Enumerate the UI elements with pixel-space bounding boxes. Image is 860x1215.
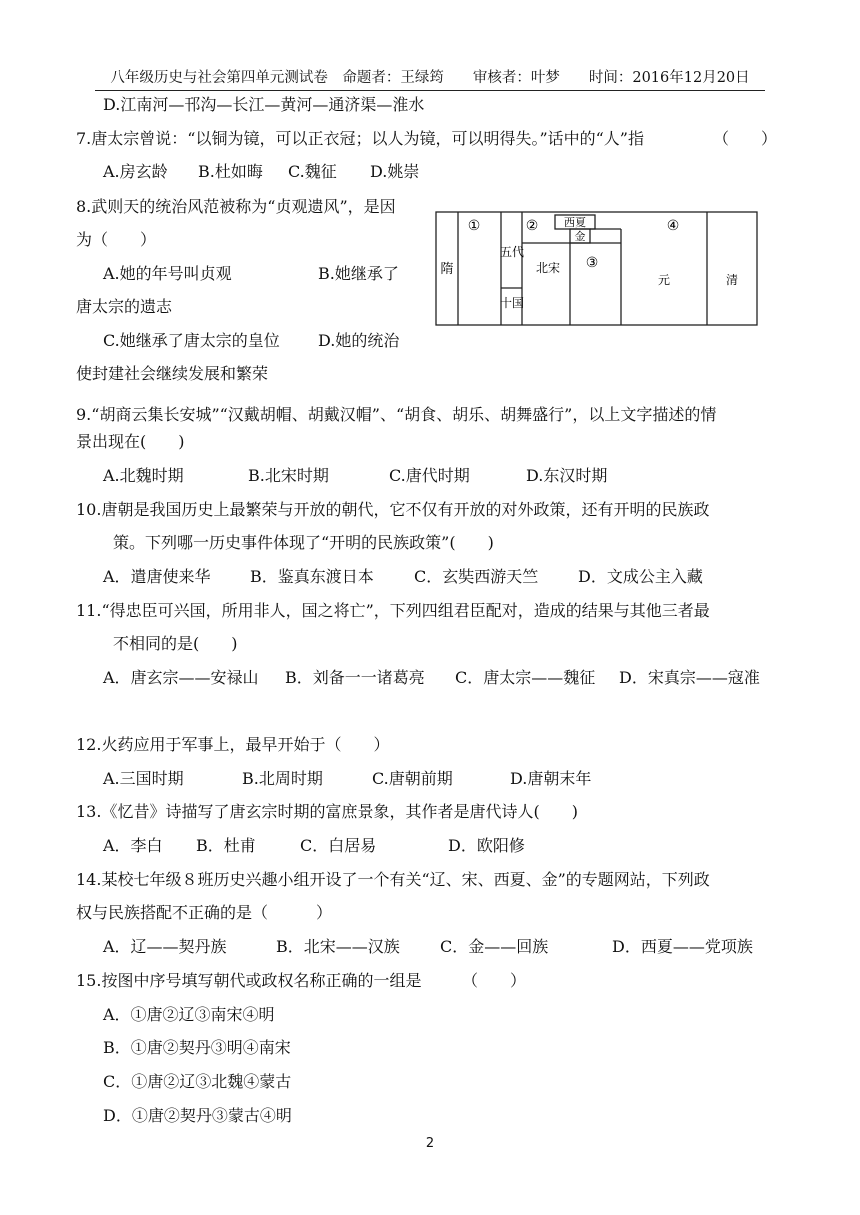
diagram-label-wudai: 五代 bbox=[499, 245, 525, 259]
q7-option-b: B.杜如晦 bbox=[198, 162, 263, 181]
q10-option-c: C．玄奘西游天竺 bbox=[414, 567, 539, 586]
q8-option-d-cont: 使封建社会继续发展和繁荣 bbox=[76, 364, 269, 383]
diagram-label-beisong: 北宋 bbox=[535, 261, 561, 275]
q12-option-c: C.唐朝前期 bbox=[372, 769, 453, 788]
q7-stem: 7.唐太宗曾说：“以铜为镜，可以正衣冠；以人为镜，可以明得失。”话中的“人”指 bbox=[76, 129, 644, 148]
q8-option-b: B.她继承了 bbox=[318, 264, 399, 283]
diagram-label-shiguo: 十国 bbox=[499, 296, 525, 310]
q7-option-a: A.房玄龄 bbox=[103, 162, 168, 181]
diagram-label-yuan: 元 bbox=[657, 273, 671, 287]
diagram-label-4: ④ bbox=[666, 218, 680, 234]
q12-option-d: D.唐朝末年 bbox=[510, 769, 592, 788]
q10-option-b: B．鉴真东渡日本 bbox=[250, 567, 374, 586]
q15-stem: 15.按图中序号填写朝代或政权名称正确的一组是 bbox=[76, 971, 422, 990]
q10-option-d: D．文成公主入藏 bbox=[578, 567, 703, 586]
q10-stem-line1: 10.唐朝是我国历史上最繁荣与开放的朝代，它不仅有开放的对外政策，还有开明的民族政 bbox=[76, 500, 710, 519]
q14-option-a: A．辽——契丹族 bbox=[103, 937, 227, 956]
q12-option-b: B.北周时期 bbox=[242, 769, 323, 788]
diagram-label-qing: 清 bbox=[725, 273, 739, 287]
q7-answer-paren: （ ） bbox=[713, 129, 778, 148]
q9-stem-line1: 9.“胡商云集长安城”“汉戴胡帽、胡戴汉帽”、“胡食、胡乐、胡舞盛行”，以上文字描述的情 bbox=[76, 405, 717, 424]
diagram-label-jin: 金 bbox=[574, 230, 586, 243]
q12-option-a: A.三国时期 bbox=[103, 769, 184, 788]
q15-option-d: D．①唐②契丹③蒙古④明 bbox=[103, 1106, 292, 1125]
q9-option-c: C.唐代时期 bbox=[389, 466, 470, 485]
page-number: 2 bbox=[425, 1136, 435, 1151]
q13-option-a: A．李白 bbox=[103, 836, 163, 855]
q15-answer-paren: （ ） bbox=[462, 971, 527, 990]
q8-option-d: D.她的统治 bbox=[318, 331, 400, 350]
q11-option-a: A．唐玄宗——安禄山 bbox=[103, 668, 259, 687]
diagram-label-xixia: 西夏 bbox=[564, 216, 586, 229]
q9-option-a: A.北魏时期 bbox=[103, 466, 184, 485]
q15-option-a: A．①唐②辽③南宋④明 bbox=[103, 1005, 275, 1024]
diagram-label-3: ③ bbox=[585, 255, 599, 271]
page-header: 八年级历史与社会第四单元测试卷 命题者：王绿筠 审核者：叶梦 时间：2016年12月20日 bbox=[95, 66, 765, 91]
q13-option-b: B．杜甫 bbox=[196, 836, 256, 855]
q9-option-d: D.东汉时期 bbox=[526, 466, 608, 485]
q14-option-b: B．北宋——汉族 bbox=[276, 937, 400, 956]
q15-option-b: B．①唐②契丹③明④南宋 bbox=[103, 1038, 291, 1057]
q8-stem-line1: 8.武则天的统治风范被称为“贞观遗风”，是因 bbox=[76, 197, 396, 216]
q14-option-c: C．金——回族 bbox=[440, 937, 549, 956]
q11-stem-line1: 11.“得忠臣可兴国，所用非人，国之将亡”，下列四组君臣配对，造成的结果与其他三者最 bbox=[76, 601, 710, 620]
q7-option-d: D.姚崇 bbox=[370, 162, 420, 181]
q15-option-c: C．①唐②辽③北魏④蒙古 bbox=[103, 1072, 292, 1091]
q14-stem-line2: 权与民族搭配不正确的是（ ） bbox=[76, 903, 333, 922]
q8-option-a: A.她的年号叫贞观 bbox=[103, 264, 232, 283]
q6-option-d: D.江南河—邗沟—长江—黄河—通济渠—淮水 bbox=[103, 95, 425, 114]
q13-option-d: D．欧阳修 bbox=[448, 836, 525, 855]
q11-option-b: B．刘备一一诸葛亮 bbox=[285, 668, 425, 687]
q13-stem: 13.《忆昔》诗描写了唐玄宗时期的富庶景象，其作者是唐代诗人( ) bbox=[76, 802, 578, 821]
q8-stem-line2: 为（ ） bbox=[76, 230, 157, 249]
q7-option-c: C.魏征 bbox=[288, 162, 337, 181]
q12-stem: 12.火药应用于军事上，最早开始于（ ） bbox=[76, 735, 390, 754]
q9-stem-line2: 景出现在( ) bbox=[76, 432, 185, 451]
q8-option-c: C.她继承了唐太宗的皇位 bbox=[103, 331, 280, 350]
diagram-label-1: ① bbox=[467, 218, 481, 234]
dynasty-timeline-diagram bbox=[430, 200, 770, 335]
q13-option-c: C．白居易 bbox=[300, 836, 377, 855]
diagram-label-sui: 隋 bbox=[440, 262, 454, 277]
q11-option-c: C．唐太宗——魏征 bbox=[455, 668, 596, 687]
q11-stem-line2: 不相同的是( ) bbox=[113, 634, 238, 653]
q10-stem-line2: 策。下列哪一历史事件体现了“开明的民族政策”( ) bbox=[113, 533, 494, 552]
q14-option-d: D．西夏——党项族 bbox=[612, 937, 753, 956]
diagram-label-2: ② bbox=[525, 218, 539, 234]
q8-option-b-cont: 唐太宗的遗志 bbox=[76, 297, 173, 316]
q11-option-d: D．宋真宗——寇准 bbox=[619, 668, 760, 687]
q10-option-a: A．遣唐使来华 bbox=[103, 567, 211, 586]
q14-stem-line1: 14.某校七年级８班历史兴趣小组开设了一个有关“辽、宋、西夏、金”的专题网站，下列政 bbox=[76, 870, 710, 889]
q9-option-b: B.北宋时期 bbox=[248, 466, 329, 485]
